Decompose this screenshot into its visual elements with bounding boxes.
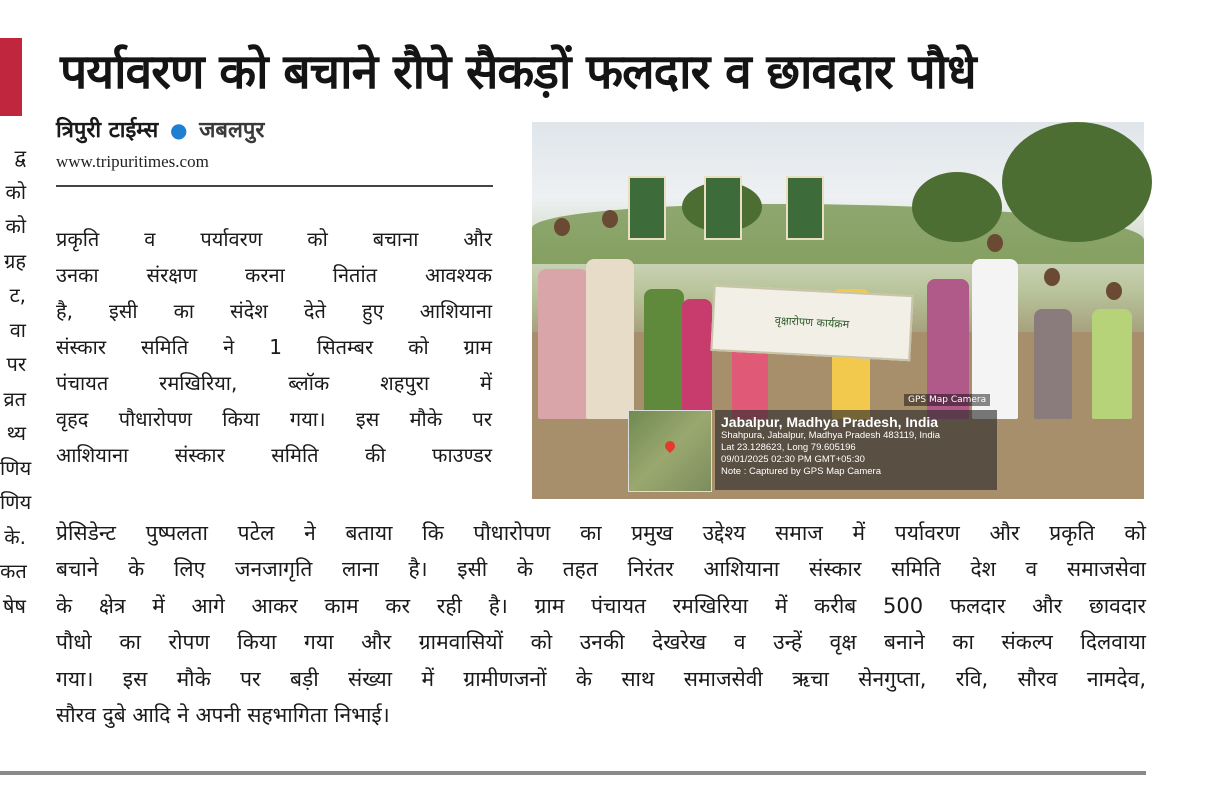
body-paragraph (56, 515, 1146, 733)
gps-map-thumbnail (628, 410, 712, 492)
body-line: बचाने के लिए जनजागृति लाना है। इसी के तहत निरंतर आशियाना संस्कार समिति देश व समाजसेवा (56, 557, 1146, 582)
lead-line: पंचायत रमखिरिया, ब्लॉक शहपुरा में (56, 371, 492, 395)
gps-address: Shahpura, Jabalpur, Madhya Pradesh 483119, India (721, 430, 941, 441)
news-photo (532, 122, 1144, 499)
dateline-city: जबलपुर (199, 118, 265, 143)
gps-coordinates: Lat 23.128623, Long 79.605196 (721, 442, 856, 453)
event-banner: वृक्षारोपण कार्यक्रम (710, 285, 913, 361)
fragment: द्व (14, 145, 26, 169)
fragment: षेष (2, 593, 26, 618)
byline (56, 114, 264, 144)
lead-line: उनका संरक्षण करना नितांत आवश्यक (56, 263, 492, 287)
fragment: को (5, 214, 26, 238)
fragment: के. (4, 524, 26, 549)
body-line: गया। इस मौके पर बड़ी संख्या में ग्रामीणजनों के साथ समाजसेवी ऋचा सेनगुप्ता, रवि, सौरव नामदेव, (56, 666, 1146, 691)
lead-line: प्रकृति व पर्यावरण को बचाना और (56, 227, 492, 251)
fragment: व्रत (3, 386, 26, 411)
fragment: ग्रह (4, 248, 26, 273)
fragment: णिय (0, 455, 32, 480)
bullet-dot-icon: ● (169, 118, 188, 142)
body-line: के क्षेत्र में आगे आकर काम कर रही है। ग्राम पंचायत रमखिरिया में करीब 500 फलदार और छावदार (56, 593, 1146, 618)
lead-line: संस्कार समिति ने 1 सितम्बर को ग्राम (56, 335, 492, 359)
fragment: वा (9, 317, 26, 342)
bottom-divider (0, 771, 1146, 775)
website-url: www.tripuritimes.com (56, 152, 209, 171)
map-pin-icon (663, 439, 677, 453)
gps-location-title: Jabalpur, Madhya Pradesh, India (721, 414, 939, 430)
fragment: को (5, 179, 26, 204)
headline: पर्यावरण को बचाने रौपे सैकड़ों फलदार व छावदार पौधे (60, 44, 976, 100)
gps-timestamp: 09/01/2025 02:30 PM GMT+05:30 (721, 454, 865, 465)
lead-paragraph (56, 221, 492, 473)
body-line: प्रेसिडेन्ट पुष्पलता पटेल ने बताया कि पौधारोपण का प्रमुख उद्देश्य समाज में पर्यावरण और प्रकृति को (56, 521, 1146, 545)
gps-note: Note : Captured by GPS Map Camera (721, 466, 881, 477)
publication-name: त्रिपुरी टाईम्स (56, 118, 159, 143)
fragment: कत (0, 559, 27, 583)
lead-line: है, इसी का संदेश देते हुए आशियाना (56, 299, 492, 323)
gps-camera-badge: GPS Map Camera (904, 394, 990, 406)
fragment: ट, (9, 283, 26, 307)
lead-line: वृहद पौधारोपण किया गया। इस मौके पर (56, 407, 492, 431)
adjacent-column-fragments (0, 140, 32, 623)
lead-line: आशियाना संस्कार समिति की फाउण्डर (56, 443, 492, 467)
section-marker (0, 38, 22, 116)
body-line: सौरव दुबे आदि ने अपनी सहभागिता निभाई। (56, 702, 390, 727)
gps-stamp (715, 410, 997, 490)
fragment: णिय (0, 490, 32, 514)
fragment: पर (6, 352, 26, 376)
fragment: थ्य (6, 421, 26, 445)
byline-divider (56, 185, 493, 187)
body-line: पौधो का रोपण किया गया और ग्रामवासियों को उनकी देखरेख व उन्हें वृक्ष बनाने का संकल्प दिलवाया (56, 630, 1146, 655)
